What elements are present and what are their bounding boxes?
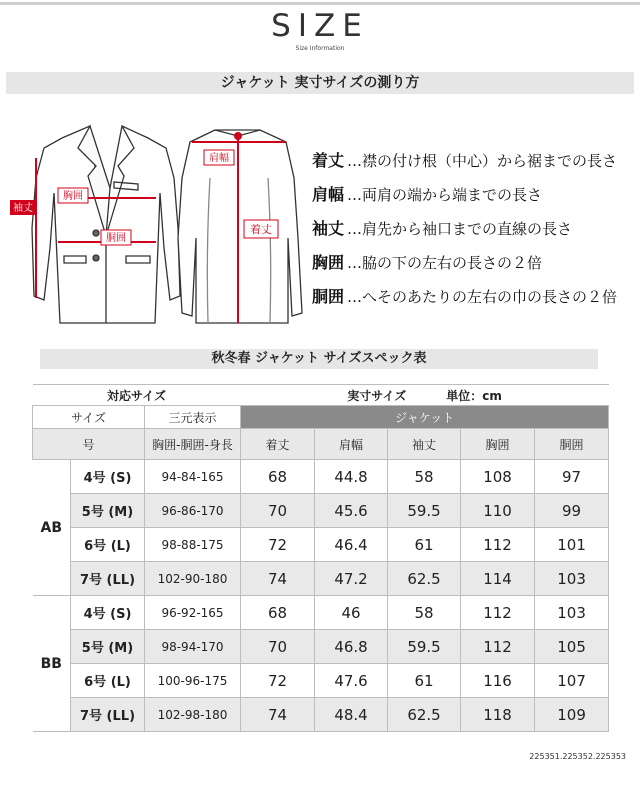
sleeve-label: 袖丈 xyxy=(13,203,33,214)
value-cell: 59.5 xyxy=(388,494,461,528)
header-col: 胸囲 xyxy=(461,429,535,460)
table-row xyxy=(33,460,609,494)
value-cell: 46 xyxy=(315,596,388,630)
size-dims: 102-98-180 xyxy=(145,698,241,732)
size-name: 5号 (M) xyxy=(71,494,145,528)
jacket-front-illustration xyxy=(32,126,180,323)
size-dims: 98-94-170 xyxy=(145,630,241,664)
jacket-diagram xyxy=(10,118,305,333)
waist-label: 胴囲 xyxy=(106,233,126,244)
value-cell: 101 xyxy=(535,528,609,562)
value-cell: 112 xyxy=(461,630,535,664)
header-size: サイズ xyxy=(33,406,145,429)
header-col: 袖丈 xyxy=(388,429,461,460)
value-cell: 68 xyxy=(241,596,315,630)
value-cell: 58 xyxy=(388,596,461,630)
value-cell: 99 xyxy=(535,494,609,528)
table-header-row xyxy=(33,385,609,406)
value-cell: 72 xyxy=(241,664,315,698)
legend-term: 着丈 xyxy=(312,151,345,170)
header-col: 着丈 xyxy=(241,429,315,460)
header-gou: 号 xyxy=(33,429,145,460)
header-col: 肩幅 xyxy=(315,429,388,460)
value-cell: 45.6 xyxy=(315,494,388,528)
size-dims: 102-90-180 xyxy=(145,562,241,596)
value-cell: 68 xyxy=(241,460,315,494)
header-jissun xyxy=(241,385,609,406)
page-subtitle: Size Information xyxy=(295,45,345,52)
header-jacket: ジャケット xyxy=(241,406,609,429)
group-label: AB xyxy=(33,460,71,596)
value-cell: 47.6 xyxy=(315,664,388,698)
value-cell: 109 xyxy=(535,698,609,732)
measure-section-title: ジャケット 実寸サイズの測り方 xyxy=(6,72,634,94)
value-cell: 107 xyxy=(535,664,609,698)
table-header-row xyxy=(33,406,609,429)
table-row xyxy=(33,528,609,562)
top-rule xyxy=(0,2,640,5)
table-row xyxy=(33,596,609,630)
value-cell: 47.2 xyxy=(315,562,388,596)
value-cell: 97 xyxy=(535,460,609,494)
legend-row xyxy=(312,216,617,250)
value-cell: 44.8 xyxy=(315,460,388,494)
value-cell: 105 xyxy=(535,630,609,664)
value-cell: 112 xyxy=(461,528,535,562)
product-code: 225351.225352.225353 xyxy=(529,752,626,761)
legend-desc: …襟の付け根（中心）から裾までの長さ xyxy=(347,152,618,170)
header-taiou: 対応サイズ xyxy=(33,385,241,406)
header-jissun-label: 実寸サイズ xyxy=(347,388,407,403)
legend-term: 袖丈 xyxy=(312,219,345,238)
size-name: 4号 (S) xyxy=(71,596,145,630)
value-cell: 62.5 xyxy=(388,698,461,732)
value-cell: 61 xyxy=(388,528,461,562)
value-cell: 118 xyxy=(461,698,535,732)
size-dims: 100-96-175 xyxy=(145,664,241,698)
value-cell: 74 xyxy=(241,698,315,732)
value-cell: 59.5 xyxy=(388,630,461,664)
value-cell: 74 xyxy=(241,562,315,596)
table-row xyxy=(33,494,609,528)
header-col: 胴囲 xyxy=(535,429,609,460)
chest-label: 胸囲 xyxy=(63,191,83,202)
value-cell: 70 xyxy=(241,494,315,528)
legend-desc: …肩先から袖口までの直線の長さ xyxy=(347,220,573,238)
value-cell: 48.4 xyxy=(315,698,388,732)
header-sangen: 三元表示 xyxy=(145,406,241,429)
value-cell: 114 xyxy=(461,562,535,596)
size-name: 6号 (L) xyxy=(71,664,145,698)
legend-row xyxy=(312,182,617,216)
size-dims: 98-88-175 xyxy=(145,528,241,562)
value-cell: 110 xyxy=(461,494,535,528)
legend-desc: …へそのあたりの左右の巾の長さの２倍 xyxy=(347,288,618,306)
value-cell: 72 xyxy=(241,528,315,562)
page-title: SIZE xyxy=(271,8,369,44)
size-spec-table xyxy=(32,384,609,732)
value-cell: 46.8 xyxy=(315,630,388,664)
size-name: 6号 (L) xyxy=(71,528,145,562)
size-name: 7号 (LL) xyxy=(71,562,145,596)
header-unit: 単位：cm xyxy=(446,388,502,403)
table-row xyxy=(33,698,609,732)
value-cell: 70 xyxy=(241,630,315,664)
value-cell: 61 xyxy=(388,664,461,698)
value-cell: 58 xyxy=(388,460,461,494)
spec-section-title: 秋冬春 ジャケット サイズスペック表 xyxy=(40,349,598,369)
table-row xyxy=(33,664,609,698)
size-name: 7号 (LL) xyxy=(71,698,145,732)
size-name: 5号 (M) xyxy=(71,630,145,664)
length-label: 着丈 xyxy=(250,223,272,236)
value-cell: 46.4 xyxy=(315,528,388,562)
group-label: BB xyxy=(33,596,71,732)
size-dims: 96-86-170 xyxy=(145,494,241,528)
legend-row xyxy=(312,284,617,318)
value-cell: 103 xyxy=(535,562,609,596)
value-cell: 112 xyxy=(461,596,535,630)
legend-term: 胴囲 xyxy=(312,287,345,306)
size-name: 4号 (S) xyxy=(71,460,145,494)
value-cell: 103 xyxy=(535,596,609,630)
legend-desc: …脇の下の左右の長さの２倍 xyxy=(347,254,543,272)
shoulder-label: 肩幅 xyxy=(209,153,229,164)
jacket-back-illustration xyxy=(178,130,302,323)
value-cell: 116 xyxy=(461,664,535,698)
size-dims: 94-84-165 xyxy=(145,460,241,494)
measurement-legend xyxy=(312,148,617,318)
legend-row xyxy=(312,250,617,284)
table-row xyxy=(33,562,609,596)
legend-term: 胸囲 xyxy=(312,253,345,272)
header-dims: 胸囲-胴囲-身長 xyxy=(145,429,241,460)
size-dims: 96-92-165 xyxy=(145,596,241,630)
value-cell: 62.5 xyxy=(388,562,461,596)
table-header-row xyxy=(33,429,609,460)
table-row xyxy=(33,630,609,664)
legend-term: 肩幅 xyxy=(312,185,345,204)
value-cell: 108 xyxy=(461,460,535,494)
legend-row xyxy=(312,148,617,182)
legend-desc: …両肩の端から端までの長さ xyxy=(347,186,543,204)
